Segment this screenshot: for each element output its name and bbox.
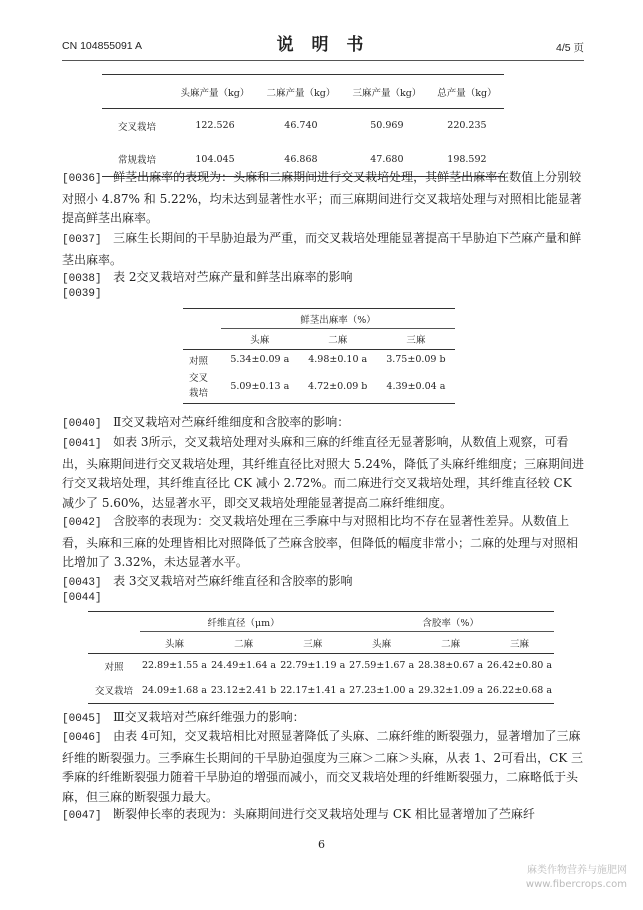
row-label: 对照: [189, 355, 209, 367]
table-group-header: 含胶率（%）: [347, 612, 554, 632]
table-row: [88, 654, 554, 678]
table-cell: 104.045: [195, 153, 235, 165]
page-of: 4/5 页: [555, 42, 584, 54]
row-label-line: 栽培: [189, 388, 209, 400]
table-cell: 24.09±1.68 a: [141, 684, 207, 696]
table-header-cell: 二麻: [234, 638, 254, 650]
table-row: [88, 678, 554, 704]
page-header: [62, 30, 584, 56]
section-heading: Ⅱ交叉栽培对苎麻纤维细度和含胶率的影响：: [113, 415, 350, 429]
table-header-row: [102, 75, 504, 109]
paragraph-0037: [62, 229, 584, 270]
table-cell: 4.39±0.04 a: [386, 380, 446, 392]
paragraph-0046: [62, 727, 584, 807]
table-group-header-row: [183, 309, 455, 329]
watermark-line: www.fibercrops.com: [525, 879, 627, 890]
table-cell: 27.59±1.67 a: [349, 660, 415, 672]
table-caption: 表 3交叉栽培对苎麻纤维直径和含胶率的影响: [113, 574, 353, 588]
row-label-line: 交叉: [189, 373, 209, 385]
paragraph-tag-0044: [0044]: [62, 592, 102, 604]
row-label: [183, 370, 221, 404]
table-cell: 198.592: [447, 153, 487, 165]
row-label: 交叉栽培: [94, 686, 133, 698]
paragraph-text: 含胶率的表现为：交叉栽培处理在三季麻中与对照相比均不存在显著性差异。从数值上看，头麻和三麻的处理皆相比对照降低了苎麻含胶率，但降低的幅度非常小；二麻的处理与对照相比增加了 3.32%，未达显著水平。: [62, 514, 579, 569]
table-header-cell: 三麻: [303, 638, 323, 650]
paragraph-text: 如表 3所示，交叉栽培处理对头麻和三麻的纤维直径无显著影响，从数值上观察，可看出，头麻期间进行交叉栽培处理，其纤维直径比对照大 5.24%，降低了头麻纤维细度；三麻期间进行交叉栽培处理，其纤维直径比 CK 减小 2.72%。而二麻进行交叉栽培处理，其纤维直径较 CK 减少了 5.60%，达显著水平，即交叉栽培处理能显著提高二麻纤维细度。: [62, 435, 584, 510]
paragraph-tag: [0046]: [62, 732, 102, 744]
table-header-cell: 二麻产量（kg）: [266, 87, 336, 99]
paragraph-text: 断裂伸长率的表现为：头麻期间进行交叉栽培处理与 CK 相比显著增加了苎麻纤: [113, 807, 535, 821]
paragraph-tag: [0043]: [62, 577, 102, 589]
table-cell: 26.22±0.68 a: [487, 684, 553, 696]
fresh-stem-yield-table: [183, 308, 455, 404]
header-rule: [62, 60, 584, 61]
paragraph-0043: [62, 572, 584, 594]
table-header-cell: 头麻: [250, 335, 270, 346]
table-header-cell: 二麻: [328, 335, 348, 346]
table-cell: 29.32±1.09 a: [418, 684, 484, 696]
table-header-cell: 二麻: [441, 638, 461, 650]
row-label: 交叉栽培: [117, 121, 156, 133]
paragraph-0040: [62, 413, 584, 435]
table-cell: 22.17±1.41 a: [280, 684, 346, 696]
paragraph-0047: [62, 805, 584, 827]
table-cell: 50.969: [370, 120, 404, 132]
table-cell: 27.23±1.00 a: [349, 684, 415, 696]
table-header-cell: 头麻: [164, 638, 184, 650]
fiber-diameter-gum-table: [88, 611, 554, 704]
paragraph-0038: [62, 268, 584, 290]
table-cell: 220.235: [447, 120, 487, 132]
table-header-cell: 头麻产量（kg）: [180, 87, 250, 99]
table-header-cell: 头麻: [372, 638, 392, 650]
table-row: [183, 370, 455, 404]
table-header-cell: 三麻: [510, 638, 530, 650]
section-heading: Ⅲ交叉栽培对苎麻纤维强力的影响：: [113, 710, 305, 724]
table-header-row: [183, 329, 455, 350]
site-watermark: [526, 864, 627, 892]
paragraph-tag: [0038]: [62, 273, 102, 285]
watermark-line: 麻类作物营养与施肥网: [527, 865, 627, 876]
table-cell: 28.38±0.67 a: [418, 660, 484, 672]
table-cell: 4.72±0.09 b: [308, 380, 368, 392]
paragraph-text: 鲜茎出麻率的表现为：头麻和二麻期间进行交叉栽培处理，其鲜茎出麻率在数值上分别较对照小 4.87% 和 5.22%，均未达到显著性水平；而三麻期间进行交叉栽培处理与对照相比能显著提高鲜茎出麻率。: [62, 170, 582, 225]
table-cell: [102, 75, 172, 109]
table-cell: 47.680: [370, 153, 404, 165]
table-header-cell: 总产量（kg）: [437, 87, 497, 99]
table-cell: 5.34±0.09 a: [230, 354, 290, 366]
row-label: 常规栽培: [117, 155, 156, 167]
table-caption: 表 2交叉栽培对苎麻产量和鲜茎出麻率的影响: [113, 270, 353, 284]
table-row: [183, 350, 455, 370]
table-cell: 4.98±0.10 a: [308, 354, 368, 366]
page-number: 6: [318, 838, 325, 851]
table-cell: 23.12±2.41 b: [210, 684, 277, 696]
table-cell: 3.75±0.09 b: [386, 354, 446, 366]
paragraph-0042: [62, 512, 584, 573]
paragraph-tag: [0040]: [62, 418, 102, 430]
paragraph-text: 由表 4可知，交叉栽培相比对照显著降低了头麻、二麻纤维的断裂强力，显著增加了三麻纤维的断裂强力。三季麻生长期间的干旱胁迫强度为三麻＞二麻＞头麻，从表 1、2可看出，CK 三季麻的纤维断裂强力随着干旱胁迫的增强而减小，而交叉栽培处理的纤维断裂强力，二麻略低于头麻，但三麻的断裂强力最大。: [62, 729, 584, 804]
yield-table: [102, 74, 504, 177]
table-group-header: 纤维直径（μm）: [140, 612, 347, 632]
table-cell: 24.49±1.64 a: [211, 660, 277, 672]
paragraph-tag: [0045]: [62, 713, 102, 725]
table-cell: 26.42±0.80 a: [487, 660, 553, 672]
paragraph-text: 三麻生长期间的干旱胁迫最为严重，而交叉栽培处理能显著提高干旱胁迫下苎麻产量和鲜茎出麻率。: [62, 231, 582, 267]
paragraph-tag-0039: [0039]: [62, 288, 102, 300]
table-group-header: 鲜茎出麻率（%）: [221, 309, 455, 329]
row-label: 对照: [104, 661, 124, 673]
document-title: 说 明 书: [276, 35, 370, 55]
table-header-cell: 三麻: [406, 335, 426, 346]
table-cell: 22.89±1.55 a: [141, 660, 207, 672]
paragraph-tag: [0047]: [62, 810, 102, 822]
patent-number: CN 104855091 A: [62, 40, 142, 52]
table-header-cell: 三麻产量（kg）: [352, 87, 422, 99]
table-row: [102, 109, 504, 143]
paragraph-tag: [0042]: [62, 517, 102, 529]
paragraph-0036: [62, 168, 584, 229]
paragraph-tag: [0036]: [62, 173, 102, 185]
table-cell: 46.740: [284, 120, 318, 132]
table-header-row: [88, 632, 554, 654]
table-group-header-row: [88, 612, 554, 632]
table-cell: 122.526: [195, 120, 235, 132]
paragraph-tag: [0041]: [62, 438, 102, 450]
paragraph-0041: [62, 433, 584, 513]
table-cell: 22.79±1.19 a: [280, 660, 346, 672]
table-cell: 46.868: [284, 153, 318, 165]
table-cell: 5.09±0.13 a: [230, 380, 290, 392]
paragraph-tag: [0037]: [62, 234, 102, 246]
